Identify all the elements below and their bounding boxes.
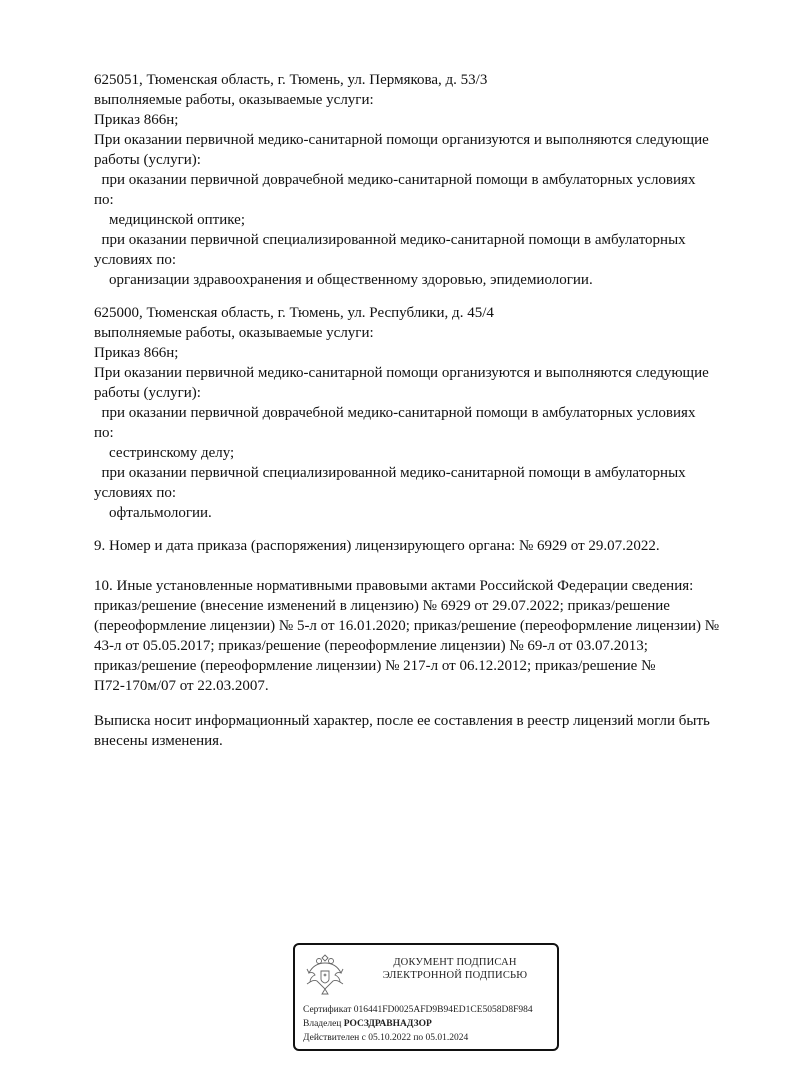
- text-line: выполняемые работы, оказываемые услуги:: [94, 325, 374, 341]
- text-line: офтальмологии.: [94, 505, 212, 521]
- text-line: организации здравоохранения и общественному здоровью, эпидемиологии.: [94, 272, 593, 288]
- certificate-value: 016441FD0025AFD9B94ED1CE5058D8F984: [353, 1005, 533, 1015]
- certificate-label: Сертификат: [303, 1005, 352, 1015]
- electronic-signature-stamp: [293, 943, 559, 1051]
- text-line: по:: [94, 425, 114, 441]
- text-line: сестринскому делу;: [94, 445, 235, 461]
- text-line: выполняемые работы, оказываемые услуги:: [94, 92, 374, 108]
- text-line: приказ/решение (переоформление лицензии) № 217-л от 06.12.2012; приказ/решение №: [94, 658, 656, 674]
- text-line: 43-л от 05.05.2017; приказ/решение (переоформление лицензии) № 69-л от 03.07.2013;: [94, 638, 648, 654]
- text-line: при оказании первичной специализированной медико-санитарной помощи в амбулаторных: [94, 465, 686, 481]
- text-line: при оказании первичной доврачебной медико-санитарной помощи в амбулаторных условиях: [94, 172, 696, 188]
- stamp-title-line2: ЭЛЕКТРОННОЙ ПОДПИСЬЮ: [382, 970, 528, 981]
- text-line: по:: [94, 192, 114, 208]
- text-line: При оказании первичной медико-санитарной помощи организуются и выполняются следующие: [94, 132, 709, 148]
- stamp-certificate: [303, 1005, 533, 1015]
- text-line: работы (услуги):: [94, 385, 201, 401]
- stamp-title-line1: ДОКУМЕНТ ПОДПИСАН: [393, 957, 517, 968]
- text-line: Приказ 866н;: [94, 345, 179, 361]
- text-line: внесены изменения.: [94, 733, 223, 749]
- text-line: при оказании первичной доврачебной медико-санитарной помощи в амбулаторных условиях: [94, 405, 696, 421]
- text-line: При оказании первичной медико-санитарной помощи организуются и выполняются следующие: [94, 365, 709, 381]
- text-line: Приказ 866н;: [94, 112, 179, 128]
- owner-label: Владелец: [303, 1019, 342, 1029]
- text-line: 9. Номер и дата приказа (распоряжения) лицензирующего органа: № 6929 от 29.07.2022.: [94, 538, 660, 554]
- text-line: (переоформление лицензии) № 5-л от 16.01.2020; приказ/решение (переоформление лицензии) №: [94, 618, 720, 634]
- text-line: Выписка носит информационный характер, после ее составления в реестр лицензий могли быть: [94, 713, 710, 729]
- stamp-owner: [303, 1019, 432, 1029]
- text-line: условиях по:: [94, 252, 177, 268]
- owner-value: РОСЗДРАВНАДЗОР: [343, 1019, 432, 1029]
- text-line: условиях по:: [94, 485, 177, 501]
- text-line: П72-170м/07 от 22.03.2007.: [94, 678, 269, 694]
- coat-of-arms-icon: [303, 951, 347, 997]
- text-line: 625000, Тюменская область, г. Тюмень, ул. Республики, д. 45/4: [94, 305, 494, 321]
- text-line: приказ/решение (внесение изменений в лицензию) № 6929 от 29.07.2022; приказ/решение: [94, 598, 670, 614]
- text-line: работы (услуги):: [94, 152, 201, 168]
- stamp-validity: Действителен с 05.10.2022 по 05.01.2024: [303, 1033, 469, 1043]
- text-line: 10. Иные установленные нормативными правовыми актами Российской Федерации сведения:: [94, 578, 694, 594]
- text-line: при оказании первичной специализированной медико-санитарной помощи в амбулаторных: [94, 232, 686, 248]
- text-line: медицинской оптике;: [94, 212, 246, 228]
- text-line: 625051, Тюменская область, г. Тюмень, ул. Пермякова, д. 53/3: [94, 72, 488, 88]
